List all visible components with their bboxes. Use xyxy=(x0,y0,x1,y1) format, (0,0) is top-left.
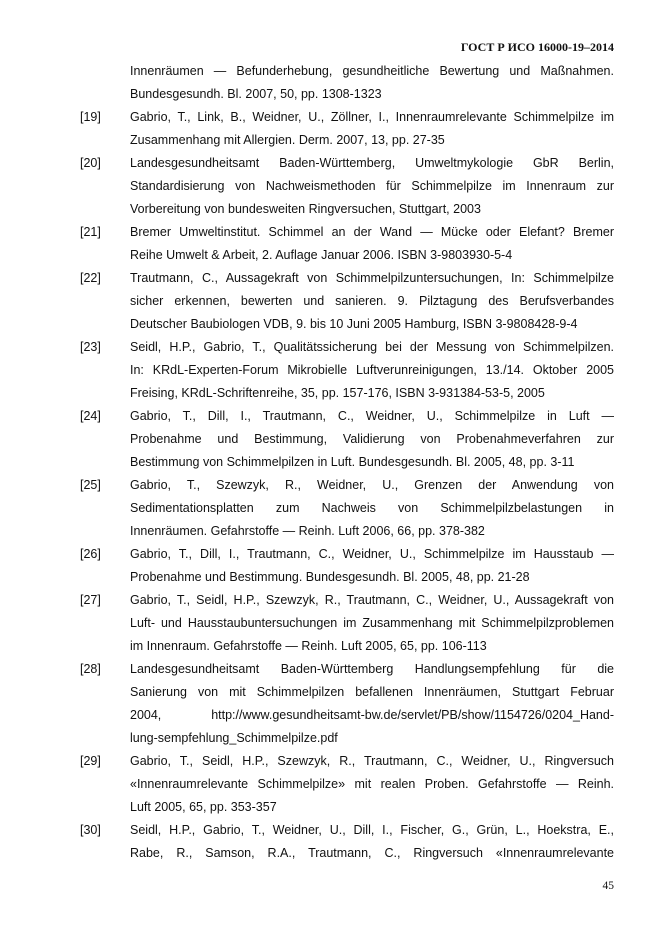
reference-number: [24] xyxy=(80,409,101,423)
reference-line: lung-sempfehlung_Schimmelpilze.pdf xyxy=(130,731,338,745)
reference-text xyxy=(130,106,614,152)
reference-line: Vorbereitung von bundesweiten Ringversuchen, Stuttgart, 2003 xyxy=(130,202,481,216)
reference-text xyxy=(130,750,614,819)
reference-line: Gabrio, T., Seidl, H.P., Szewzyk, R., Trautmann, C., Weidner, U., Ringversuch xyxy=(130,754,614,768)
reference-line: Probenahme und Bestimmung, Validierung von Probenahmeverfahren zur xyxy=(130,432,614,446)
reference-text xyxy=(130,60,614,106)
reference-line: Bremer Umweltinstitut. Schimmel an der Wand — Mücke oder Elefant? Bremer xyxy=(130,225,614,239)
reference-line: Luft- und Hausstaubuntersuchungen im Zusammenhang mit Schimmelpilzproblemen xyxy=(130,616,614,630)
reference-list xyxy=(80,60,614,865)
reference-number-spacer xyxy=(80,60,130,83)
reference-line: «Innenraumrelevante Schimmelpilze» mit realen Proben. Gefahrstoffe — Reinh. xyxy=(130,777,614,791)
reference-number: [19] xyxy=(80,110,101,124)
reference-number: [21] xyxy=(80,225,101,239)
reference-entry xyxy=(80,60,614,106)
reference-entry xyxy=(80,336,614,405)
reference-entry xyxy=(80,267,614,336)
reference-entry xyxy=(80,405,614,474)
reference-line: Gabrio, T., Dill, I., Trautmann, C., Weidner, U., Schimmelpilze im Hausstaub — xyxy=(130,547,614,561)
reference-text xyxy=(130,658,614,750)
reference-line: Gabrio, T., Szewzyk, R., Weidner, U., Grenzen der Anwendung von xyxy=(130,478,614,492)
reference-text xyxy=(130,819,614,865)
reference-line: In: KRdL-Experten-Forum Mikrobielle Luftverunreinigungen, 13./14. Oktober 2005 xyxy=(130,363,614,377)
reference-text xyxy=(130,543,614,589)
reference-line: Innenräumen. Gefahrstoffe — Reinh. Luft 2006, 66, pp. 378-382 xyxy=(130,524,485,538)
reference-line: Reihe Umwelt & Arbeit, 2. Auflage Januar 2006. ISBN 3-9803930-5-4 xyxy=(130,248,513,262)
reference-entry xyxy=(80,152,614,221)
reference-line: Standardisierung von Nachweismethoden für Schimmelpilze im Innenraum zur xyxy=(130,179,614,193)
reference-number: [25] xyxy=(80,478,101,492)
reference-line: Probenahme und Bestimmung. Bundesgesundh. Bl. 2005, 48, pp. 21-28 xyxy=(130,570,530,584)
reference-text xyxy=(130,405,614,474)
reference-line: Seidl, H.P., Gabrio, T., Qualitätssicherung bei der Messung von Schimmelpilzen. xyxy=(130,340,614,354)
reference-line: Bundesgesundh. Bl. 2007, 50, pp. 1308-1323 xyxy=(130,87,382,101)
reference-entry xyxy=(80,106,614,152)
reference-text xyxy=(130,221,614,267)
reference-number: [20] xyxy=(80,156,101,170)
reference-number: [28] xyxy=(80,662,101,676)
reference-line: Freising, KRdL-Schriftenreihe, 35, pp. 157-176, ISBN 3-931384-53-5, 2005 xyxy=(130,386,545,400)
page-number: 45 xyxy=(602,880,614,892)
reference-line: Deutscher Baubiologen VDB, 9. bis 10 Juni 2005 Hamburg, ISBN 3-9808428-9-4 xyxy=(130,317,578,331)
reference-text xyxy=(130,152,614,221)
reference-entry xyxy=(80,819,614,865)
reference-entry xyxy=(80,543,614,589)
reference-entry xyxy=(80,589,614,658)
reference-line: 2004, http://www.gesundheitsamt-bw.de/servlet/PB/show/1154726/0204_Hand- xyxy=(130,708,614,722)
reference-text xyxy=(130,474,614,543)
reference-line: Bestimmung von Schimmelpilzen in Luft. Bundesgesundh. Bl. 2005, 48, pp. 3-11 xyxy=(130,455,575,469)
reference-text xyxy=(130,589,614,658)
reference-line: Landesgesundheitsamt Baden-Württemberg, Umweltmykologie GbR Berlin, xyxy=(130,156,614,170)
reference-number: [29] xyxy=(80,754,101,768)
reference-line: Rabe, R., Samson, R.A., Trautmann, C., Ringversuch «Innenraumrelevante xyxy=(130,846,614,860)
reference-entry xyxy=(80,750,614,819)
reference-text xyxy=(130,336,614,405)
reference-number: [30] xyxy=(80,823,101,837)
reference-line: Gabrio, T., Dill, I., Trautmann, C., Weidner, U., Schimmelpilze in Luft — xyxy=(130,409,614,423)
reference-line: Gabrio, T., Link, B., Weidner, U., Zöllner, I., Innenraumrelevante Schimmelpilze im xyxy=(130,110,614,124)
reference-line: Sanierung von mit Schimmelpilzen befallenen Innenräumen, Stuttgart Februar xyxy=(130,685,614,699)
reference-line: im Innenraum. Gefahrstoffe — Reinh. Luft 2005, 65, pp. 106-113 xyxy=(130,639,487,653)
reference-line: Luft 2005, 65, pp. 353-357 xyxy=(130,800,277,814)
reference-line: Sedimentationsplatten zum Nachweis von Schimmelpilzbelastungen in xyxy=(130,501,614,515)
reference-line: Trautmann, C., Aussagekraft von Schimmelpilzuntersuchungen, In: Schimmelpilze xyxy=(130,271,614,285)
standard-code-header: ГОСТ Р ИСО 16000-19–2014 xyxy=(460,40,614,54)
reference-line: Landesgesundheitsamt Baden-Württemberg Handlungsempfehlung für die xyxy=(130,662,614,676)
reference-line: Innenräumen — Befunderhebung, gesundheitliche Bewertung und Maßnahmen. xyxy=(130,64,614,78)
reference-number: [23] xyxy=(80,340,101,354)
reference-line: Seidl, H.P., Gabrio, T., Weidner, U., Dill, I., Fischer, G., Grün, L., Hoekstra, E., xyxy=(130,823,614,837)
reference-number: [26] xyxy=(80,547,101,561)
reference-entry xyxy=(80,474,614,543)
reference-line: Zusammenhang mit Allergien. Derm. 2007, 13, pp. 27-35 xyxy=(130,133,445,147)
reference-number: [22] xyxy=(80,271,101,285)
reference-line: sicher erkennen, bewerten und sanieren. 9. Pilztagung des Berufsverbandes xyxy=(130,294,614,308)
reference-line: Gabrio, T., Seidl, H.P., Szewzyk, R., Trautmann, C., Weidner, U., Aussagekraft von xyxy=(130,593,614,607)
reference-entry xyxy=(80,221,614,267)
reference-number: [27] xyxy=(80,593,101,607)
reference-text xyxy=(130,267,614,336)
reference-entry xyxy=(80,658,614,750)
